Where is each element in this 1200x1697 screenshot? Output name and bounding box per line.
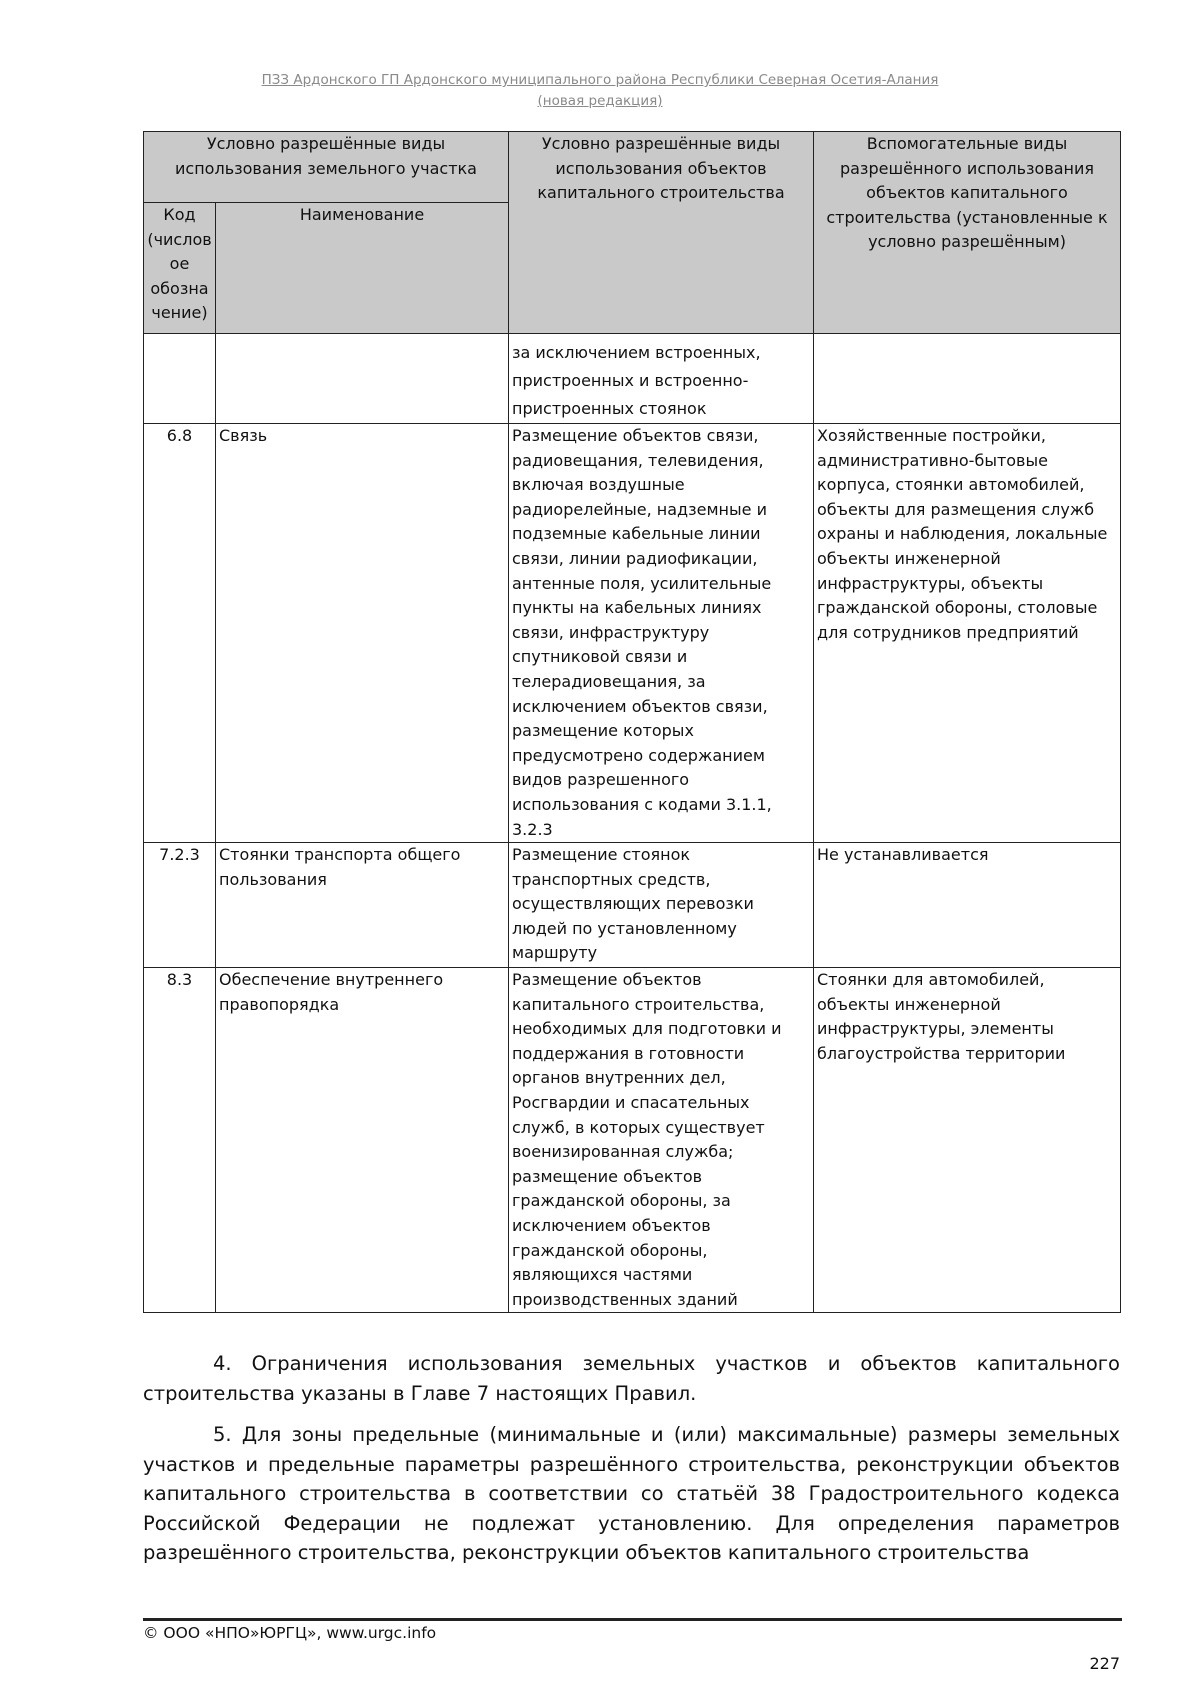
cell-name xyxy=(216,334,509,424)
cell-name: Связь xyxy=(216,424,509,843)
header-capital-construction: Условно разрешённые виды использования объектов капитального строительства xyxy=(509,132,814,334)
paragraph-parameters-text: 5. Для зоны предельные (минимальные и (или) максимальные) размеры земельных участков и предельные параметры разрешённого строительства, реконструкции объектов капитального строительства в соответствии со статьёй 38 Градостроительного кодекса Российской Федерации не подлежат установлению. Для определения параметров разрешённого строительства, реконструкции объектов капитального строительства xyxy=(143,1423,1120,1564)
paragraph-restrictions-text: 4. Ограничения использования земельных участков и объектов капитального строительства указаны в Главе 7 настоящих Правил. xyxy=(143,1352,1120,1405)
header-code: Код (числов ое обозна чение) xyxy=(144,203,216,334)
footer-divider xyxy=(143,1618,1122,1621)
cell-auxiliary: Хозяйственные постройки, административно-бытовые корпуса, стоянки автомобилей, объекты для размещения служб охраны и наблюдения, локальные объекты инженерной инфраструктуры, объекты гражданской обороны, столовые для сотрудников предприятий xyxy=(814,424,1121,843)
running-header-edition: (новая редакция) xyxy=(537,93,663,109)
paragraph-parameters xyxy=(143,1420,1120,1568)
cell-code: 6.8 xyxy=(144,424,216,843)
table-row xyxy=(144,334,1121,424)
header-name: Наименование xyxy=(216,203,509,334)
header-land-use-group: Условно разрешённые виды использования земельного участка xyxy=(144,132,509,203)
cell-capital: Размещение стоянок транспортных средств, осуществляющих перевозки людей по установленному маршруту xyxy=(509,843,814,968)
cell-name: Стоянки транспорта общего пользования xyxy=(216,843,509,968)
cell-auxiliary xyxy=(814,334,1121,424)
land-use-table xyxy=(143,131,1121,1313)
page-number: 227 xyxy=(1089,1654,1120,1673)
cell-code: 8.3 xyxy=(144,968,216,1313)
header-auxiliary-uses: Вспомогательные виды разрешённого использования объектов капитального строительства (установленные к условно разрешённым) xyxy=(814,132,1121,334)
cell-name: Обеспечение внутреннего правопорядка xyxy=(216,968,509,1313)
cell-capital: Размещение объектов капитального строительства, необходимых для подготовки и поддержания в готовности органов внутренних дел, Росгвардии и спасательных служб, в которых существует военизированная служба; размещение объектов гражданской обороны, за исключением объектов гражданской обороны, являющихся частями производственных зданий xyxy=(509,968,814,1313)
cell-capital: Размещение объектов связи, радиовещания, телевидения, включая воздушные радиорелейные, надземные и подземные кабельные линии связи, линии радиофикации, антенные поля, усилительные пункты на кабельных линиях связи, инфраструктуру спутниковой связи и телерадиовещания, за исключением объектов связи, размещение которых предусмотрено содержанием видов разрешенного использования с кодами 3.1.1, 3.2.3 xyxy=(509,424,814,843)
table-header-row xyxy=(144,132,1121,203)
cell-auxiliary: Не устанавливается xyxy=(814,843,1121,968)
paragraph-restrictions xyxy=(143,1349,1120,1408)
cell-code: 7.2.3 xyxy=(144,843,216,968)
running-header-title: ПЗЗ Ардонского ГП Ардонского муниципального района Республики Северная Осетия-Алания xyxy=(261,72,939,88)
cell-capital: за исключением встроенных, пристроенных и встроенно-пристроенных стоянок xyxy=(509,334,814,424)
footer-copyright: © ООО «НПО»ЮРГЦ», www.urgc.info xyxy=(143,1624,437,1642)
cell-auxiliary: Стоянки для автомобилей, объекты инженерной инфраструктуры, элементы благоустройства территории xyxy=(814,968,1121,1313)
cell-code xyxy=(144,334,216,424)
table-row xyxy=(144,424,1121,843)
table-row xyxy=(144,968,1121,1313)
table-row xyxy=(144,843,1121,968)
